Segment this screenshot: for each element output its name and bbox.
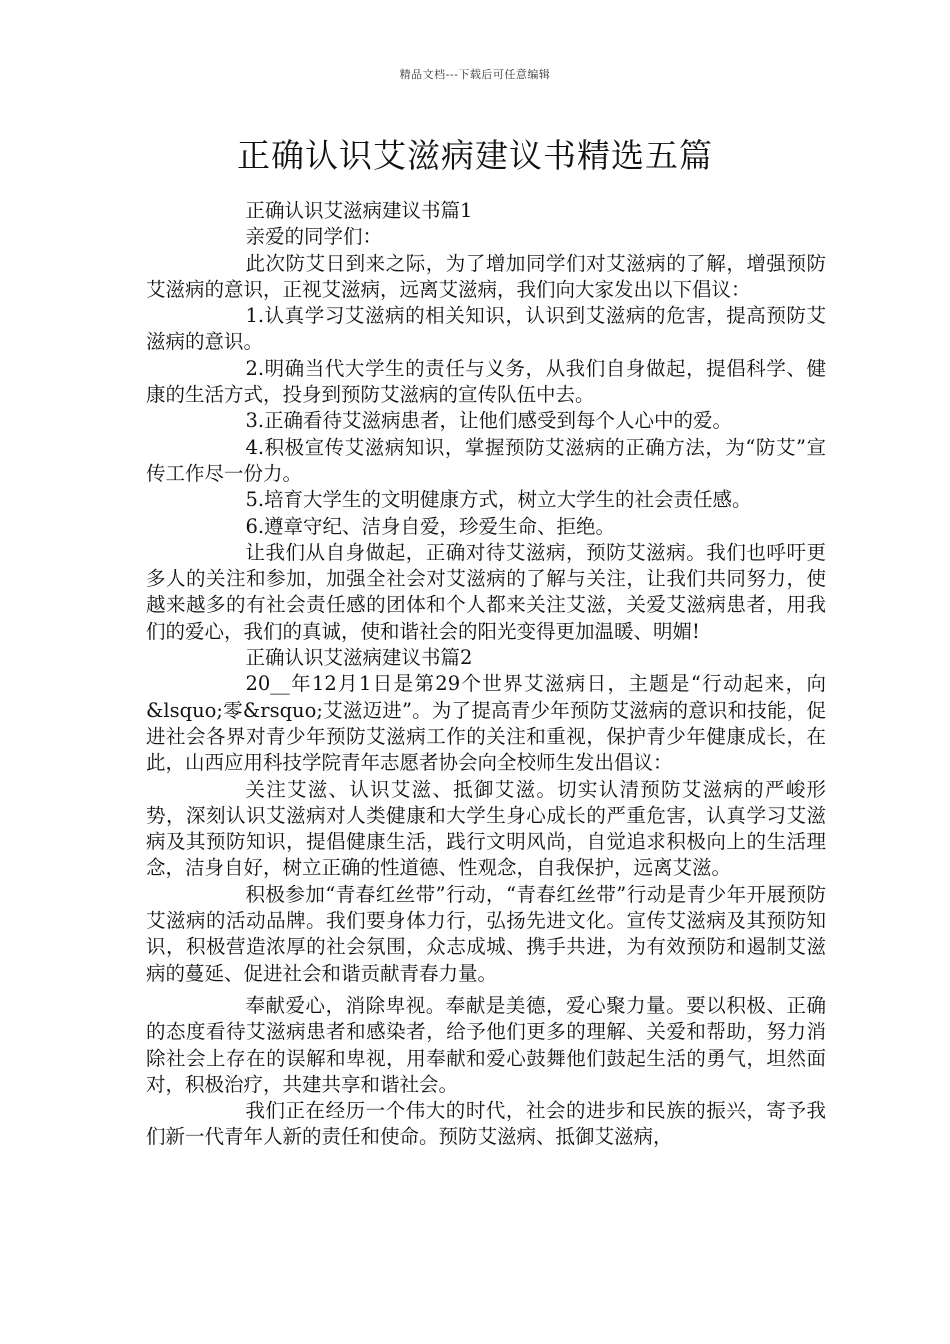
section-heading: 正确认识艾滋病建议书篇1: [245, 199, 473, 222]
paragraph: 此次防艾日到来之际，为了增加同学们对艾滋病的了解，增强预防艾滋病的意识，正视艾滋病，远离艾滋病，我们向大家发出以下倡议：: [146, 251, 826, 301]
paragraph: 奉献爱心，消除卑视。奉献是美德，爱心聚力量。要以积极、正确的态度看待艾滋病患者和感染者，给予他们更多的理解、关爱和帮助，努力消除社会上存在的误解和卑视，用奉献和爱心鼓舞他们鼓起生活的勇气，坦然面对，积极治疗，共建共享和谐社会。: [146, 993, 826, 1096]
paragraph: 让我们从自身做起，正确对待艾滋病，预防艾滋病。我们也呼吁更多人的关注和参加，加强全社会对艾滋病的了解与关注，让我们共同努力，使越来越多的有社会责任感的团体和个人都来关注艾滋，关爱艾滋病患者，用我们的爱心，我们的真诚，使和谐社会的阳光变得更加温暖、明媚!: [146, 540, 826, 643]
list-item: 5.培育大学生的文明健康方式，树立大学生的社会责任感。: [245, 488, 752, 512]
list-item: 6.遵章守纪、洁身自爱，珍爱生命、拒绝。: [245, 514, 616, 538]
paragraph: 20__年12月1日是第29个世界艾滋病日，主题是“行动起来，向&lsquo;零&rsquo;艾滋迈进”。为了提高青少年预防艾滋病的意识和技能，促进社会各界对青少年预防艾滋病工作的关注和重视，保护青少年健康成长，在此，山西应用科技学院青年志愿者协会向全校师生发出倡议：: [146, 672, 826, 775]
list-item: 3.正确看待艾滋病患者，让他们感受到每个人心中的爱。: [245, 409, 733, 433]
paragraph: 积极参加“青春红丝带”行动，“青春红丝带”行动是青少年开展预防艾滋病的活动品牌。我们要身体力行，弘扬先进文化。宣传艾滋病及其预防知识，积极营造浓厚的社会氛围，众志成城、携手共进，为有效预防和遏制艾滋病的蔓延、促进社会和谐贡献青春力量。: [146, 882, 826, 985]
section-heading: 正确认识艾滋病建议书篇2: [245, 646, 473, 670]
document-title: 正确认识艾滋病建议书精选五篇: [237, 136, 713, 175]
header-note: 精品文档---下载后可任意编辑: [399, 68, 551, 81]
salutation: 亲爱的同学们：: [245, 225, 382, 249]
paragraph: 我们正在经历一个伟大的时代，社会的进步和民族的振兴，寄予我们新一代青年人新的责任和使命。预防艾滋病、抵御艾滋病，: [146, 1099, 826, 1149]
paragraph: 关注艾滋、认识艾滋、抵御艾滋。切实认清预防艾滋病的严峻形势，深刻认识艾滋病对人类健康和大学生身心成长的严重危害，认真学习艾滋病及其预防知识，提倡健康生活，践行文明风尚，自觉追求积极向上的生活理念，洁身自好，树立正确的性道德、性观念，自我保护，远离艾滋。: [146, 777, 826, 880]
document-body: [146, 198, 826, 1151]
list-item: 4.积极宣传艾滋病知识，掌握预防艾滋病的正确方法，为“防艾”宣传工作尽一份力。: [146, 435, 826, 485]
list-item: 2.明确当代大学生的责任与义务，从我们自身做起，提倡科学、健康的生活方式，投身到预防艾滋病的宣传队伍中去。: [146, 356, 826, 407]
list-item: 1.认真学习艾滋病的相关知识，认识到艾滋病的危害，提高预防艾滋病的意识。: [146, 304, 826, 354]
